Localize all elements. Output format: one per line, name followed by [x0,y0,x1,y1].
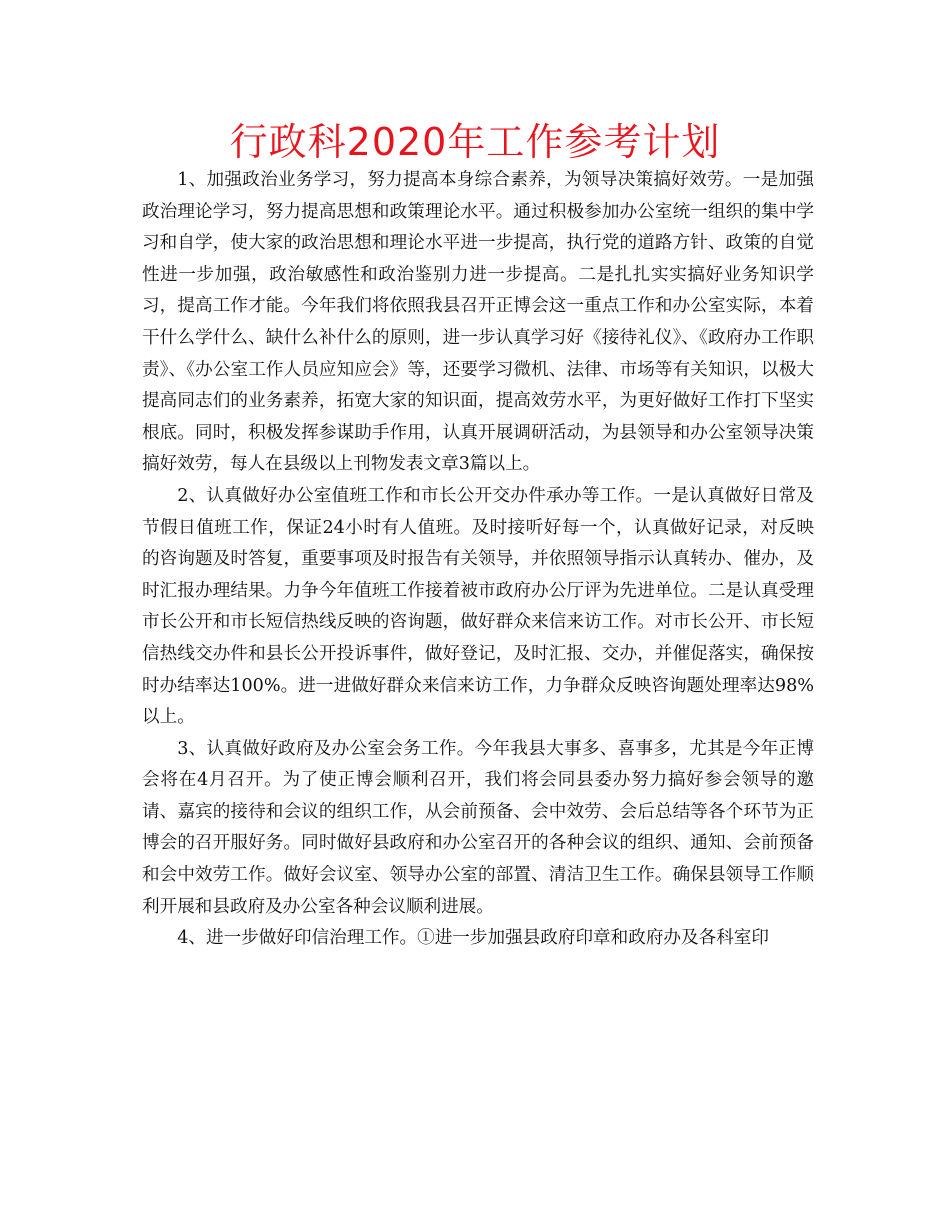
paragraph-3: 3、认真做好政府及办公室会务工作。今年我县大事多、喜事多，尤其是今年正博会将在4月召开。为了使正博会顺利召开，我们将会同县委办努力搞好参会领导的邀请、嘉宾的接待和会议的组织工作，从会前预备、会中效劳、会后总结等各个环节为正博会的召开服好务。同时做好县政府和办公室召开的各种会议的组织、通知、会前预备和会中效劳工作。做好会议室、领导办公室的部置、清洁卫生工作。确保县领导工作顺利开展和县政府及办公室各种会议顺利进展。 [142,738,814,917]
paragraph-1: 1、加强政治业务学习，努力提高本身综合素养，为领导决策搞好效劳。一是加强政治理论学习，努力提高思想和政策理论水平。通过积极参加办公室统一组织的集中学习和自学，使大家的政治思想和理论水平进一步提高，执行党的道路方针、政策的自觉性进一步加强，政治敏感性和政治鉴别力进一步提高。二是扎扎实实搞好业务知识学习，提高工作才能。今年我们将依照我县召开正博会这一重点工作和办公室实际，本着干什么学什么、缺什么补什么的原则，进一步认真学习好《接待礼仪》、《政府办工作职责》、《办公室工作人员应知应会》等，还要学习微机、法律、市场等有关知识，以极大提高同志们的业务素养，拓宽大家的知识面，提高效劳水平，为更好做好工作打下坚实根底。同时，积极发挥参谋助手作用，认真开展调研活动，为县领导和办公室领导决策搞好效劳，每人在县级以上刊物发表文章3篇以上。 [142,170,814,475]
paragraph-4: 4、进一步做好印信治理工作。①进一步加强县政府印章和政府办及各科室印 [177,928,769,949]
document-title: 行政科2020年工作参考计划 [229,120,721,164]
paragraph-2: 2、认真做好办公室值班工作和市长公开交办件承办等工作。一是认真做好日常及节假日值班工作，保证24小时有人值班。及时接听好每一个，认真做好记录，对反映的咨询题及时答复，重要事项及时报告有关领导，并依照领导指示认真转办、催办，及时汇报办理结果。力争今年值班工作接着被市政府办公厅评为先进单位。二是认真受理市长公开和市长短信热线反映的咨询题，做好群众来信来访工作。对市长公开、市长短信热线交办件和县长公开投诉事件，做好登记，及时汇报、交办，并催促落实，确保按时办结率达100%。进一进做好群众来信来访工作，力争群众反映咨询题处理率达98%以上。 [142,485,814,728]
document-body [142,165,814,955]
